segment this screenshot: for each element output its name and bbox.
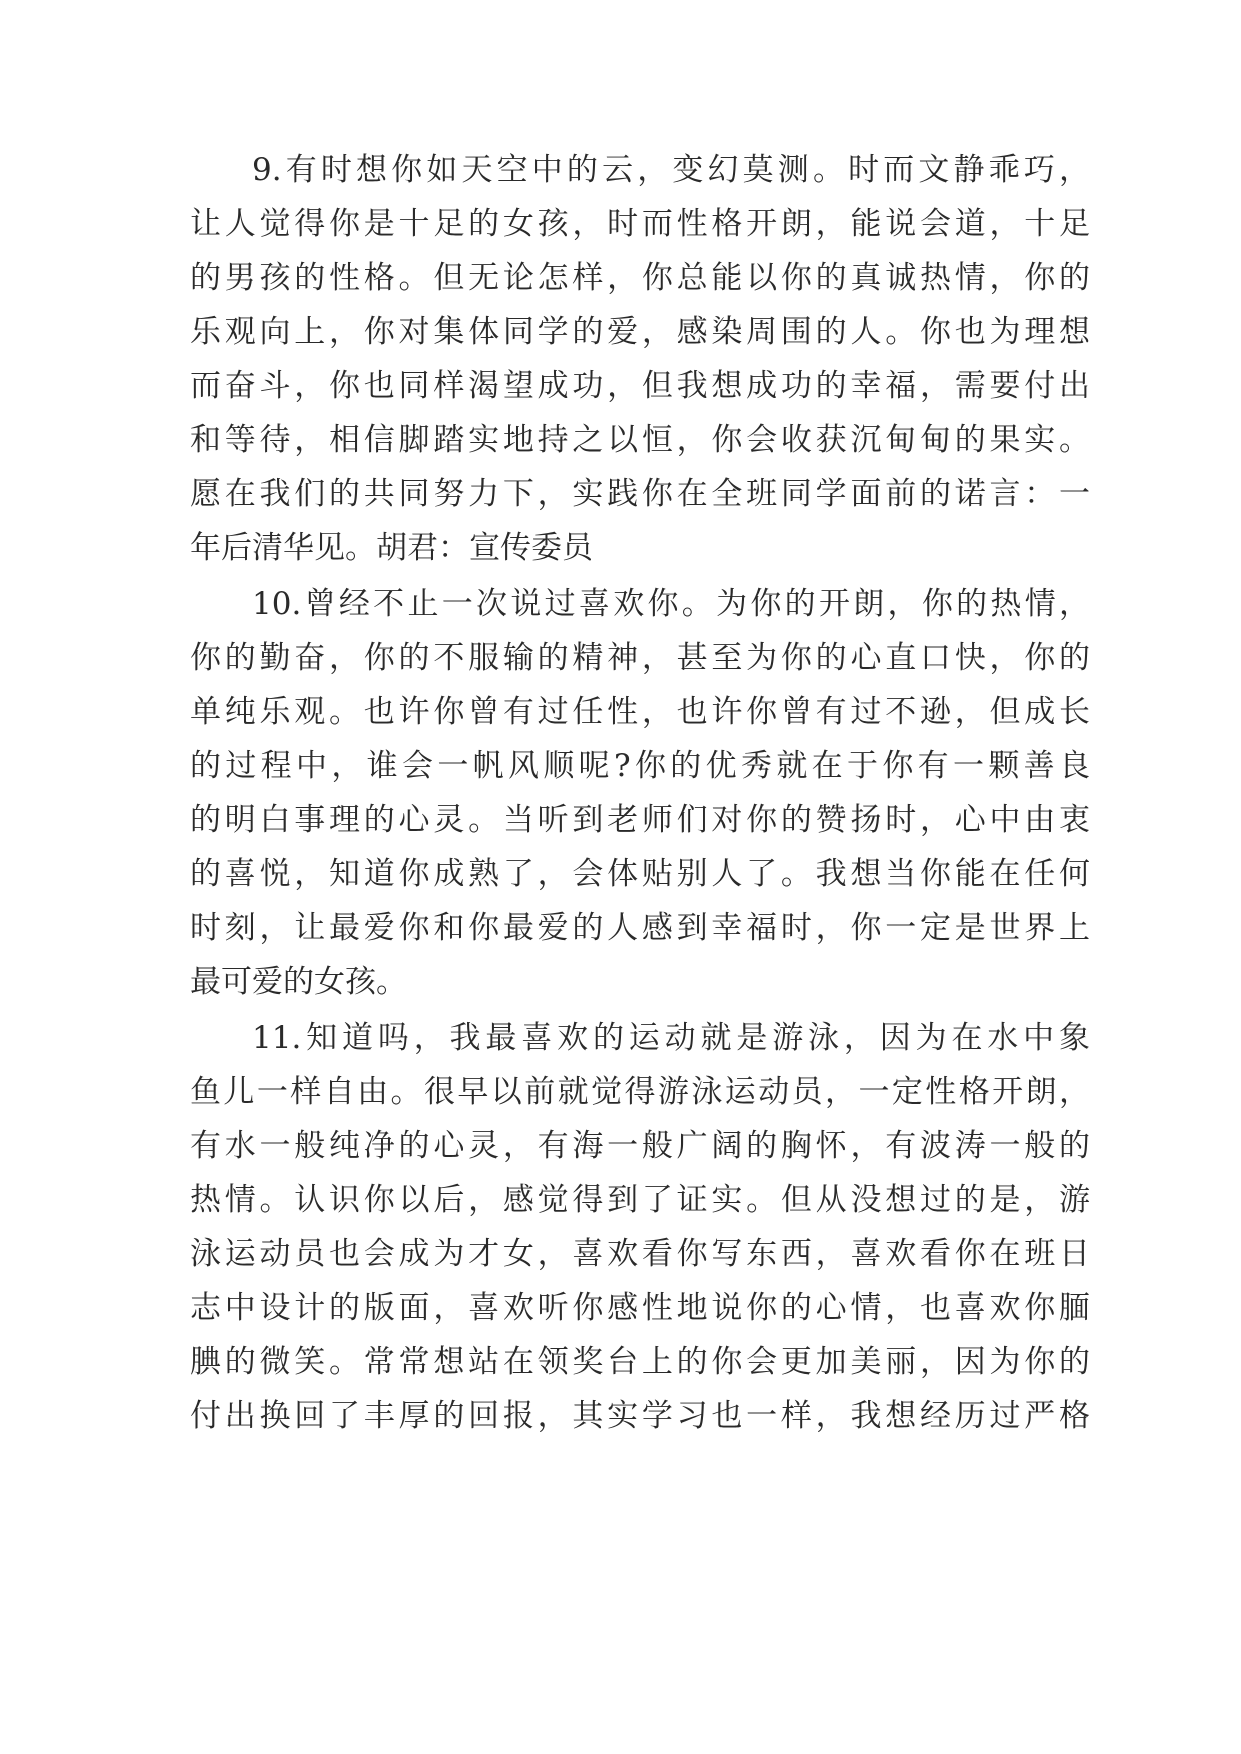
text-line: 而奋斗，你也同样渴望成功，但我想成功的幸福，需要付出 [190,368,1090,404]
text-line: 的喜悦，知道你成熟了，会体贴别人了。我想当你能在任何 [190,856,1090,892]
text-line: 让人觉得你是十足的女孩，时而性格开朗，能说会道，十足 [190,206,1090,242]
text-line: 11.知道吗，我最喜欢的运动就是游泳，因为在水中象 [252,1020,1090,1056]
text-line: 和等待，相信脚踏实地持之以恒，你会收获沉甸甸的果实。 [190,422,1090,458]
text-line: 鱼儿一样自由。很早以前就觉得游泳运动员，一定性格开朗， [190,1074,1090,1110]
text-line: 乐观向上，你对集体同学的爱，感染周围的人。你也为理想 [190,314,1090,350]
text-line: 的过程中，谁会一帆风顺呢?你的优秀就在于你有一颗善良 [190,748,1090,784]
text-line: 付出换回了丰厚的回报，其实学习也一样，我想经历过严格 [190,1398,1090,1434]
text-line: 有水一般纯净的心灵，有海一般广阔的胸怀，有波涛一般的 [190,1128,1090,1164]
text-line: 愿在我们的共同努力下，实践你在全班同学面前的诺言：一 [190,476,1090,512]
text-line: 热情。认识你以后，感觉得到了证实。但从没想过的是，游 [190,1182,1090,1218]
text-line: 志中设计的版面，喜欢听你感性地说你的心情，也喜欢你腼 [190,1290,1090,1326]
text-line: 泳运动员也会成为才女，喜欢看你写东西，喜欢看你在班日 [190,1236,1090,1272]
text-line: 10.曾经不止一次说过喜欢你。为你的开朗，你的热情， [252,586,1090,622]
text-line: 9.有时想你如天空中的云，变幻莫测。时而文静乖巧， [252,152,1090,188]
text-line: 的男孩的性格。但无论怎样，你总能以你的真诚热情，你的 [190,260,1090,296]
text-line: 你的勤奋，你的不服输的精神，甚至为你的心直口快，你的 [190,640,1090,676]
text-line: 最可爱的女孩。 [190,964,407,1000]
text-line: 腆的微笑。常常想站在领奖台上的你会更加美丽，因为你的 [190,1344,1090,1380]
text-line: 时刻，让最爱你和你最爱的人感到幸福时，你一定是世界上 [190,910,1090,946]
text-line: 的明白事理的心灵。当听到老师们对你的赞扬时，心中由衷 [190,802,1090,838]
text-line: 年后清华见。胡君：宣传委员 [190,530,593,566]
text-line: 单纯乐观。也许你曾有过任性，也许你曾有过不逊，但成长 [190,694,1090,730]
